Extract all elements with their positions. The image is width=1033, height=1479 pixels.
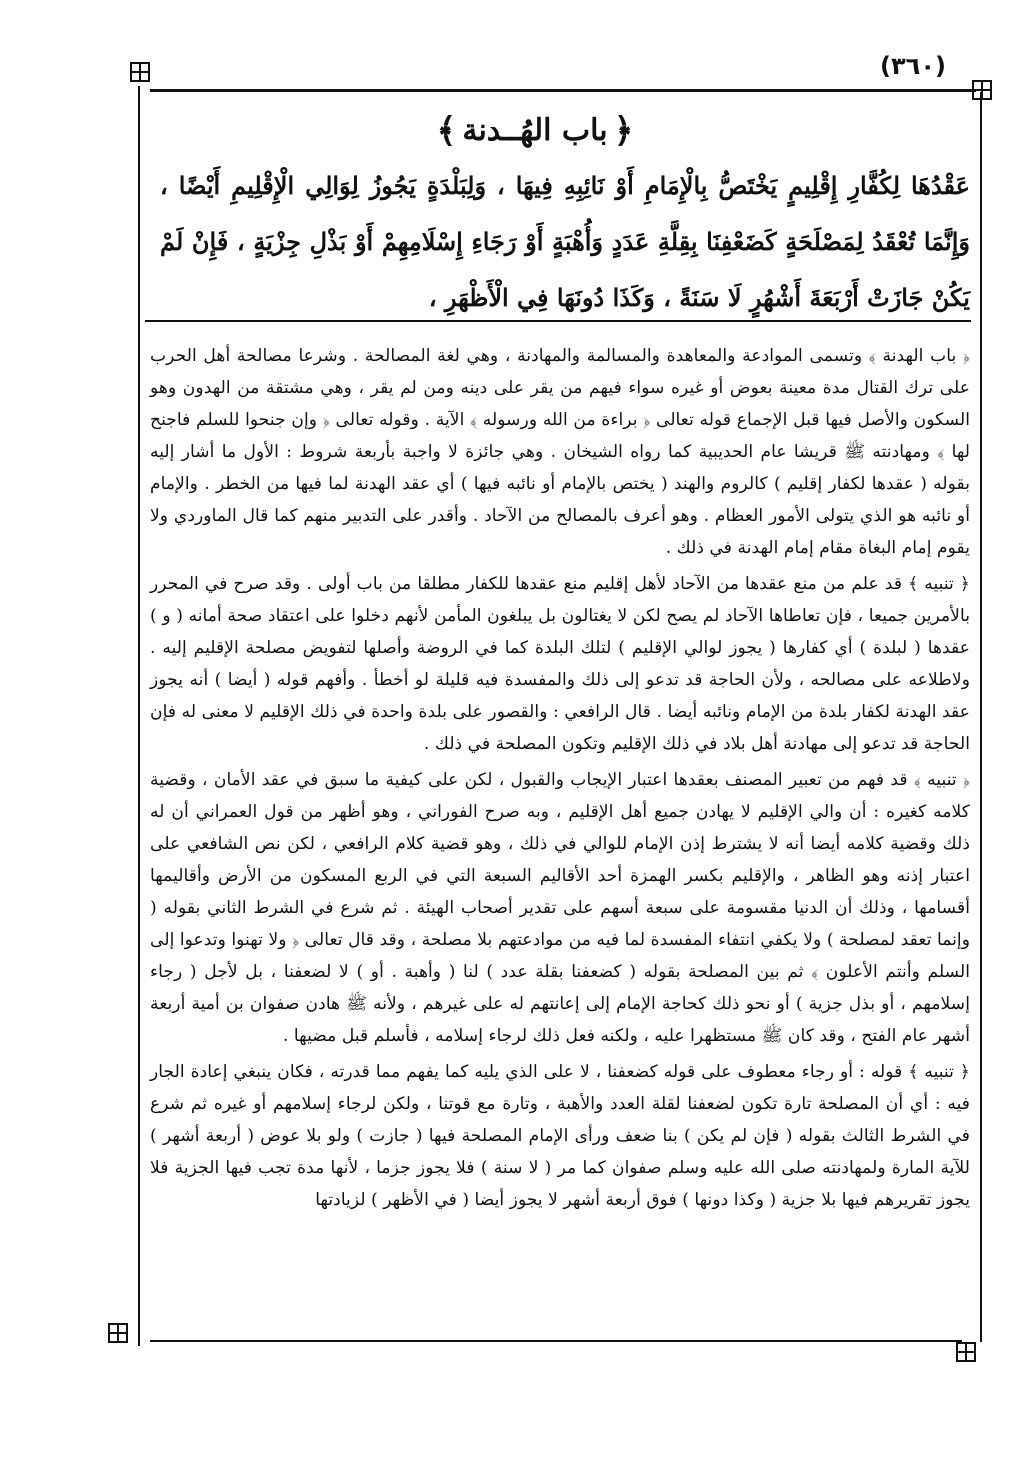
commentary-paragraph: ﴿ تنبيه ﴾ قد علم من منع عقدها من الآحاد لأهل إقليم منع عقدها للكفار مطلقا من باب أولى . وقد صرح في المحرر بالأمرين جميعا ، فإن تعاطاها الآحاد لم يصح لكن لا يغتالون بل يبلغون المأمن لأنهم دخلوا على اعتقاد صحة أمانه ( و ) عقدها ( لبلدة ) أي كفارها ( يجوز لوالي الإقليم ) لتلك البلدة كما في الروضة وأصلها لتفويض مصلحة الإقليم إليه . ولاطلاعه على مصالحه ، ولأن الحاجة قد تدعو إلى ذلك والمفسدة فيه قليلة لو أخطأ . وأفهم قوله ( أيضا ) أنه يجوز عقد الهدنة لكفار بلدة من الإمام ونائبه أيضا . قال الرافعي : والقصور على بلدة واحدة في ذلك الإقليم لا معنى له فإن الحاجة قد تدعو إلى مهادنة أهل بلاد في ذلك الإقليم وتكون المصلحة في ذلك . xyxy=(150,574,970,754)
page-number: (٣٦٠) xyxy=(880,52,946,80)
commentary-paragraph: ﴿ تنبيه ﴾ قوله : أو رجاء معطوف على قوله كضعفنا ، لا على الذي يليه كما يفهم مما قدرته ، فكان ينبغي إعادة الجار فيه : أي أن المصلحة تارة تكون لضعفنا لقلة العدد والأهبة ، وتارة مع قوتنا ، ولكن لرجاء إسلامهم أو غيره ثم شرع في الشرط الثالث بقوله ( فإن لم يكن ) بنا ضعف ورأى الإمام المصلحة فيها ( جازت ) ولو بلا عوض ( أربعة أشهر ) للآية المارة ولمهادنته صلى الله عليه وسلم صفوان كما مر ( لا سنة ) فلا يجوز جزما ، لأنها مدة تجب فيها الجزية فلا يجوز تقريرهم فيها بلا جزية ( وكذا دونها ) فوق أربعة أشهر لا يجوز أيضا ( في الأظهر ) لزيادتها xyxy=(150,1062,970,1210)
commentary-section xyxy=(150,340,970,1216)
right-border-rule xyxy=(980,92,982,1342)
commentary-paragraph: ﴿ باب الهدنة ﴾ وتسمى الموادعة والمعاهدة والمسالمة والمهادنة ، وهي لغة المصالحة . وشرعا مصالحة أهل الحرب على ترك القتال مدة معينة بعوض أو غيره سواء فيهم من يقر على دينه ومن لم يقر ، وهي مشتقة من الهدون وهو السكون والأصل فيها قبل الإجماع قوله تعالى ﴿ براءة من الله ورسوله ﴾ الآية . وقوله تعالى ﴿ وإن جنحوا للسلم فاجنح لها ﴾ ومهادنته ﷺ قريشا عام الحديبية كما رواه الشيخان . وهي جائزة لا واجبة بأربعة شروط : الأول ما أشار إليه بقوله ( عقدها لكفار إقليم ) كالروم والهند ( يختص بالإمام أو نائبه فيها ) أي عقد الهدنة لما فيها من الخطر . والإمام أو نائبه هو الذي يتولى الأمور العظام . وهو أعرف بالمصالح من الآحاد . وأقدر على التدبير منهم كما قال الماوردي ولا يقوم إمام البغاة مقام إمام الهدنة في ذلك . xyxy=(150,346,970,558)
corner-ornament-icon xyxy=(108,1323,128,1343)
top-border-rule xyxy=(150,89,976,92)
corner-ornament-icon xyxy=(956,1342,976,1362)
left-border-rule xyxy=(138,86,140,1346)
corner-ornament-icon xyxy=(130,62,150,82)
chapter-title xyxy=(380,110,690,151)
title-brace-close: ﴾ xyxy=(436,111,457,151)
title-brace-open: ﴿ xyxy=(613,111,634,151)
bottom-border-rule xyxy=(150,1340,962,1342)
commentary-paragraph: ﴿ تنبيه ﴾ قد فهم من تعبير المصنف بعقدها اعتبار الإيجاب والقبول ، لكن على كيفية ما سبق في عقد الأمان ، وقضية كلامه كغيره : أن والي الإقليم لا يهادن جميع أهل الإقليم ، وبه صرح الفوراني ، وهو أظهر من قول العمراني أن له ذلك وقضية كلامه أيضا أنه لا يشترط إذن الإمام للوالي في ذلك ، وهو قضية كلام الرافعي ، لكن نص الشافعي على اعتبار إذنه وهو الظاهر ، والإقليم بكسر الهمزة أحد الأقاليم السبعة التي في الربع المسكون من الأرض وأقاليمها أقسامها ، وذلك أن الدنيا مقسومة على سبعة أسهم على تقدير أصحاب الهيئة . ثم شرع في الشرط الثاني بقوله ( وإنما تعقد لمصلحة ) ولا يكفي انتفاء المفسدة لما فيه من موادعتهم بلا مصلحة ، وقد قال تعالى ﴿ ولا تهنوا وتدعوا إلى السلم وأنتم الأعلون ﴾ ثم بين المصلحة بقوله ( كضعفنا بقلة عدد ) لنا ( وأهبة . أو ) لا لضعفنا ، بل لأجل ( رجاء إسلامهم ، أو بذل جزية ) أو نحو ذلك كحاجة الإمام إلى إعانتهم له على غيرهم ، ولأنه ﷺ هادن صفوان بن أمية أربعة أشهر عام الفتح ، وقد كان ﷺ مستظهرا عليه ، ولكنه فعل ذلك لرجاء إسلامه ، فأسلم قبل مضيها . xyxy=(150,770,970,1046)
matn-text: عَقْدُهَا لِكُفَّارِ إِقْلِيمٍ يَخْتَصُّ بِالْإِمَامِ أَوْ نَائِبِهِ فِيهَا ، وَلِبَلْدَةٍ يَجُوزُ لِوَالِي الْإِقْلِيمِ أَيْضًا ، وَإِنَّمَا تُعْقَدُ لِمَصْلَحَةٍ كَضَعْفِنَا بِقِلَّةِ عَدَدٍ وَأُهْبَةٍ أَوْ رَجَاءِ إِسْلَامِهِمْ أَوْ بَذْلِ جِزْيَةٍ ، فَإِنْ لَمْ يَكُنْ جَازَتْ أَرْبَعَةَ أَشْهُرٍ لَا سَنَةً ، وَكَذَا دُونَهَا فِي الْأَظْهَرِ ، xyxy=(160,171,970,312)
chapter-title-text: باب الهُــدنة xyxy=(462,113,608,148)
